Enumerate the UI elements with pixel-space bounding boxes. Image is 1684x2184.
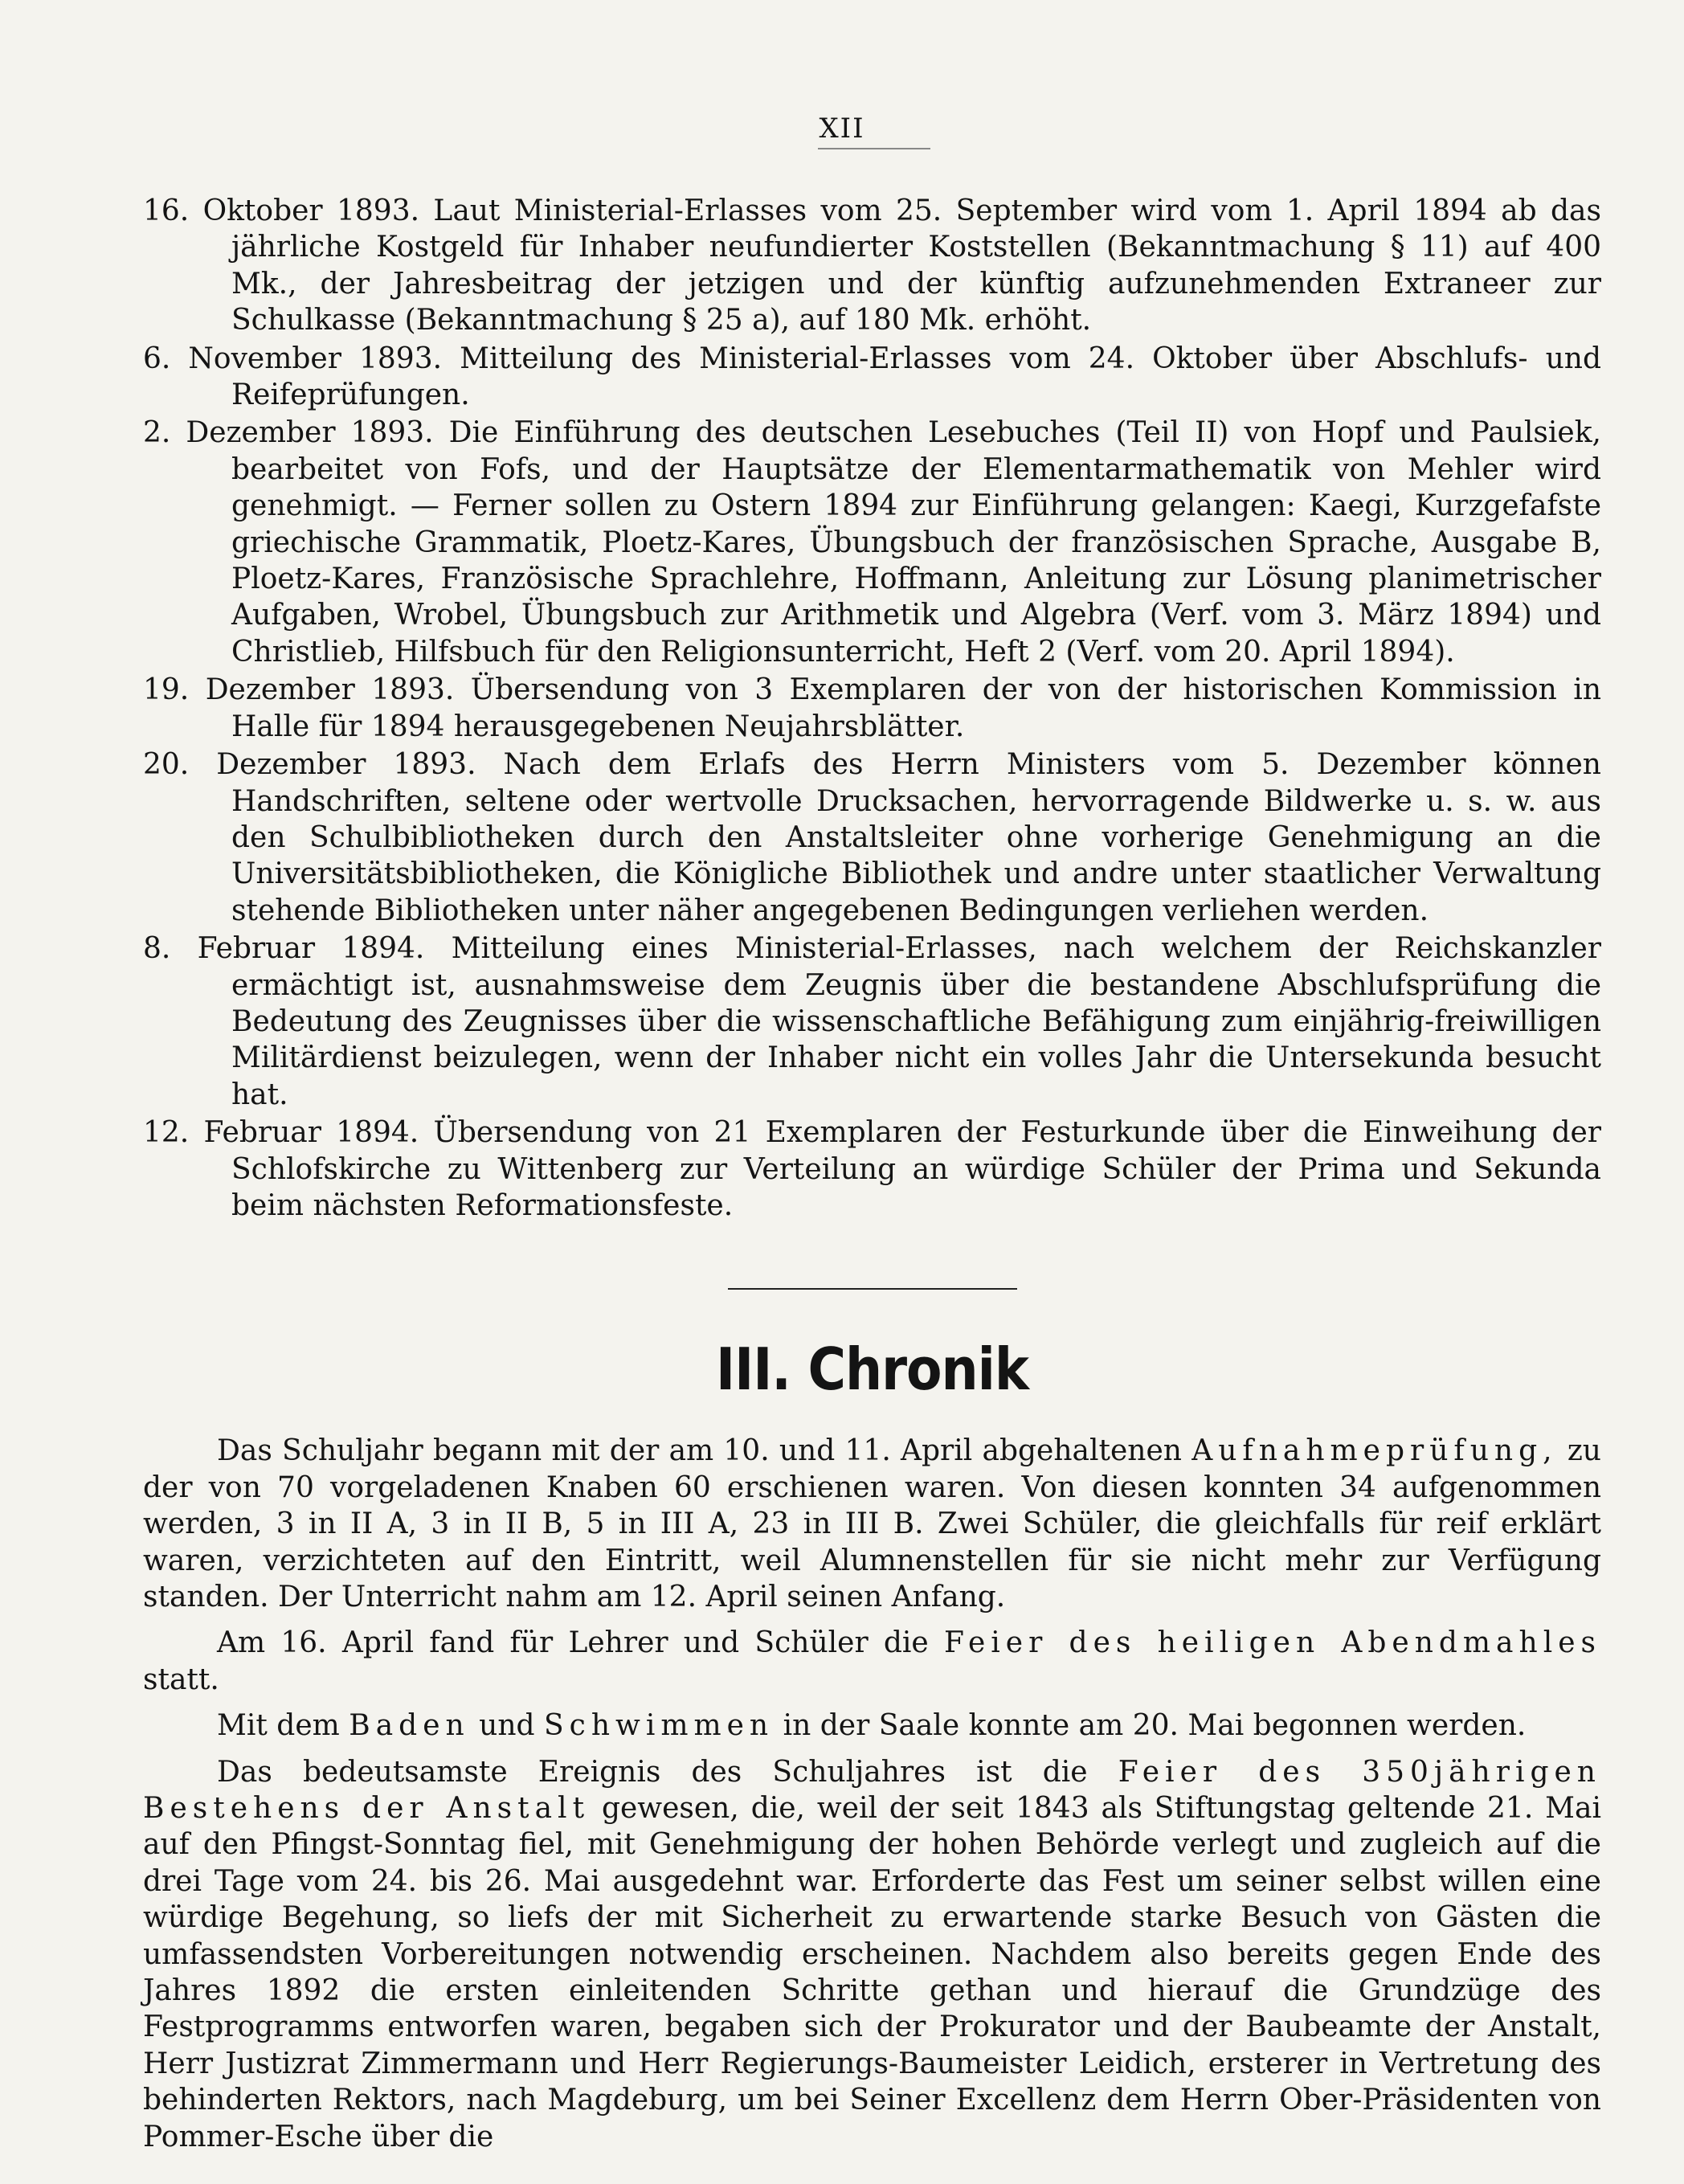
page-number-rule: [818, 148, 930, 149]
paragraph-text: Mit dem: [217, 1709, 340, 1743]
chronicle-paragraph-3: [143, 1708, 1601, 1744]
section-divider: [728, 1288, 1017, 1290]
decree-entry: [143, 672, 1601, 745]
decree-text: Mitteilung des Ministerial-Erlasses vom 24. Oktober über Abschlufs- und Reifeprüfungen.: [231, 342, 1601, 412]
paragraph-text: Das bedeutsamste Ereignis des Schuljahres ist die: [217, 1755, 1088, 1789]
paragraph-text: statt.: [143, 1663, 219, 1696]
decree-entry: [143, 1114, 1601, 1224]
decree-date: 20. Dezember 1893.: [143, 748, 476, 782]
decree-text: Übersendung von 3 Exemplaren der von der historischen Kommission in Halle für 1894 herausgegebenen Neujahrsblätter.: [231, 673, 1602, 743]
paragraph-text: und: [479, 1709, 535, 1743]
decree-date: 8. Februar 1894.: [143, 932, 425, 966]
section-heading: III. Chronik: [716, 1335, 1028, 1404]
decree-entry: [143, 341, 1601, 414]
decree-date: 6. November 1893.: [143, 342, 443, 375]
decree-text: Übersendung von 21 Exemplaren der Festurkunde über die Einweihung der Schlofskirche zu Wittenberg zur Verteilung an würdige Schüler der Prima und Sekunda beim nächsten Reformationsfeste.: [231, 1116, 1602, 1222]
spaced-emphasis: Feier des heiligen Abendmahles: [943, 1626, 1602, 1660]
decree-entry: [143, 193, 1601, 339]
decree-text: Die Einführung des deutschen Lesebuches (Teil II) von Hopf und Paulsiek, bearbeitet von Fofs, und der Hauptsätze der Elementarmathematik von Mehler wird genehmigt. — Ferner sollen zu Ostern 1894 zur Einführung gelangen: Kaegi, Kurzgefafste griechische Grammatik, Ploetz-Kares, Übungsbuch der französischen Sprache, Ausgabe B, Ploetz-Kares, Französische Sprachlehre, Hoffmann, Anleitung zur Lösung planimetrischer Aufgaben, Wrobel, Übungsbuch zur Arithmetik und Algebra (Verf. vom 3. März 1894) und Christlieb, Hilfsbuch für den Religionsunterricht, Heft 2 (Verf. vom 20. April 1894).: [231, 416, 1601, 669]
paragraph-text: Das Schuljahr begann mit der am 10. und 11. April abgehaltenen: [217, 1434, 1182, 1468]
spaced-emphasis: Baden: [349, 1709, 470, 1743]
decree-entry: [143, 930, 1601, 1113]
page-content: [143, 193, 1601, 2165]
decree-entry: [143, 746, 1601, 929]
spaced-emphasis: Feier des 350jährigen Bestehens der Anstalt: [143, 1755, 1601, 1826]
chronicle-paragraph-2: [143, 1625, 1601, 1698]
decree-list: [143, 193, 1601, 1224]
paragraph-text: zu der von 70 vorgeladenen Knaben 60 erschienen waren. Von diesen konnten 34 aufgenommen werden, 3 in II A, 3 in II B, 5 in III A, 23 in III B. Zwei Schüler, die gleichfalls für reif erklärt waren, verzichteten auf den Eintritt, weil Alumnenstellen für sie nicht mehr zur Verfügung standen. Der Unterricht nahm am 12. April seinen Anfang.: [143, 1434, 1601, 1613]
page-number: XII: [819, 112, 865, 145]
decree-text: Laut Ministerial-Erlasses vom 25. September wird vom 1. April 1894 ab das jährliche Kostgeld für Inhaber neufundierter Koststellen (Bekanntmachung § 11) auf 400 Mk., der Jahresbeitrag der jetzigen und der künftig aufzunehmenden Extraneer zur Schulkasse (Bekanntmachung § 25 a), auf 180 Mk. erhöht.: [231, 194, 1601, 337]
decree-text: Mitteilung eines Ministerial-Erlasses, nach welchem der Reichskanzler ermächtigt ist, ausnahmsweise dem Zeugnis über die bestandene Abschlufsprüfung die Bedeutung des Zeugnisses über die wissenschaftliche Befähigung zum einjährig-freiwilligen Militärdienst beizulegen, wenn der Inhaber nicht ein volles Jahr die Untersekunda besucht hat.: [231, 932, 1601, 1111]
decree-text: Nach dem Erlafs des Herrn Ministers vom 5. Dezember können Handschriften, seltene oder wertvolle Drucksachen, hervorragende Bildwerke u. s. w. aus den Schulbibliotheken durch den Anstaltsleiter ohne vorherige Genehmigung an die Universitätsbibliotheken, die Königliche Bibliothek und andre unter staatlicher Verwaltung stehende Bibliotheken unter näher angegebenen Bedingungen verliehen werden.: [231, 748, 1601, 927]
paragraph-text: Am 16. April fand für Lehrer und Schüler die: [217, 1626, 929, 1660]
decree-entry: [143, 415, 1601, 670]
spaced-emphasis: Schwimmen: [544, 1709, 775, 1743]
chronicle-paragraph-4: [143, 1754, 1601, 2155]
spaced-emphasis: Aufnahmeprüfung,: [1191, 1434, 1558, 1468]
chronicle-paragraph-1: [143, 1433, 1601, 1615]
decree-date: 19. Dezember 1893.: [143, 673, 455, 707]
paragraph-text: in der Saale konnte am 20. Mai begonnen werden.: [783, 1709, 1527, 1743]
paragraph-text: gewesen, die, weil der seit 1843 als Stiftungstag geltende 21. Mai auf den Pfingst-Sonntag fiel, mit Genehmigung der hohen Behörde verlegt und zugleich auf die drei Tage vom 24. bis 26. Mai ausgedehnt war. Erforderte das Fest um seiner selbst willen eine würdige Begehung, so liefs der mit Sicherheit zu erwartende starke Besuch von Gästen die umfassendsten Vorbereitungen notwendig erscheinen. Nachdem also bereits gegen Ende des Jahres 1892 die ersten einleitenden Schritte gethan und hierauf die Grundzüge des Festprogramms entworfen waren, begaben sich der Prokurator und der Baubeamte der Anstalt, Herr Justizrat Zimmermann und Herr Regierungs-Baumeister Leidich, ersterer in Vertretung des behinderten Rektors, nach Magdeburg, um bei Seiner Excellenz dem Herrn Ober-Präsidenten von Pommer-Esche über die: [143, 1792, 1601, 2153]
decree-date: 12. Februar 1894.: [143, 1116, 419, 1150]
decree-date: 16. Oktober 1893.: [143, 194, 420, 227]
decree-date: 2. Dezember 1893.: [143, 416, 434, 450]
